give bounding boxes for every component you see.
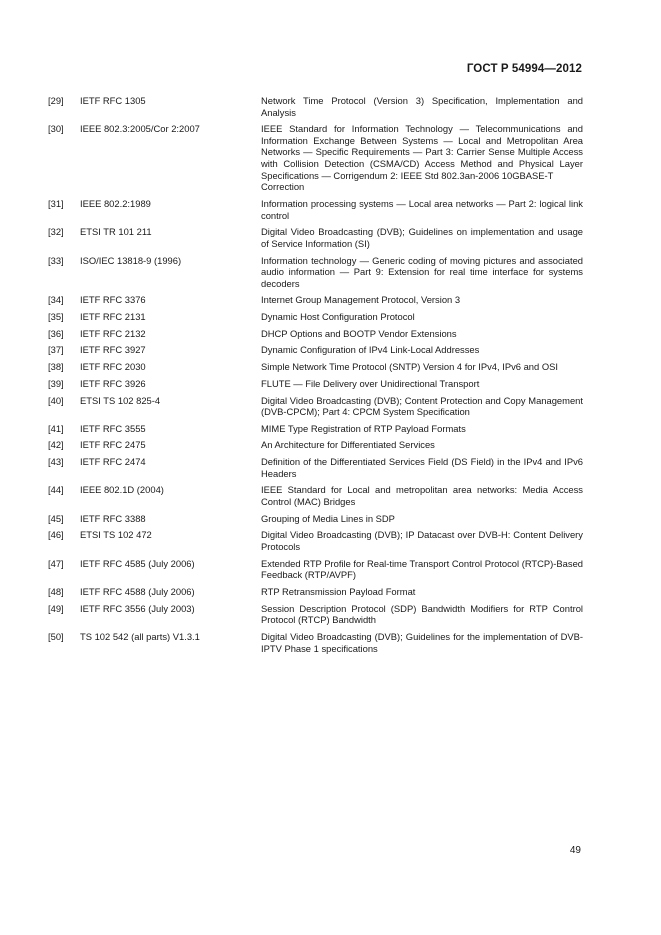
reference-item bbox=[48, 456, 583, 479]
reference-item bbox=[48, 328, 583, 340]
reference-number: [44] bbox=[48, 484, 64, 496]
reference-description bbox=[261, 558, 583, 581]
reference-number: [45] bbox=[48, 512, 64, 524]
reference-description-line: MIME Type Registration of RTP Payload Formats bbox=[261, 422, 466, 434]
reference-number: [38] bbox=[48, 361, 64, 373]
standard-header: ГОСТ Р 54994—2012 bbox=[466, 63, 582, 75]
reference-description bbox=[261, 294, 583, 306]
reference-description bbox=[261, 344, 583, 356]
reference-code: IETF RFC 3556 (July 2003) bbox=[80, 602, 195, 614]
reference-number: [29] bbox=[48, 95, 64, 106]
reference-item bbox=[48, 361, 583, 373]
reference-code: IETF RFC 3555 bbox=[80, 422, 146, 434]
reference-code: IETF RFC 2474 bbox=[80, 456, 146, 468]
reference-code: TS 102 542 (all parts) V1.3.1 bbox=[80, 630, 200, 642]
reference-description-line: Digital Video Broadcasting (DVB); Guidelines on implementation and usage of Service Information (SI) bbox=[261, 226, 583, 249]
reference-description bbox=[261, 255, 583, 290]
reference-description bbox=[261, 226, 583, 249]
reference-item bbox=[48, 631, 583, 654]
reference-code: IETF RFC 2131 bbox=[80, 311, 146, 323]
reference-description bbox=[261, 361, 583, 373]
reference-item bbox=[48, 558, 583, 581]
reference-code: IETF RFC 1305 bbox=[80, 95, 146, 106]
reference-description-line: Digital Video Broadcasting (DVB); Guidelines for the implementation of DVB-IPTV Phase 1 specifications bbox=[261, 630, 583, 654]
reference-item bbox=[48, 439, 583, 451]
reference-description bbox=[261, 123, 583, 193]
reference-description-line: Information technology — Generic coding of moving pictures and associated audio information — Part 9: Extension for real time interface for systems decoders bbox=[261, 254, 583, 289]
reference-code: ETSI TS 102 825-4 bbox=[80, 394, 161, 406]
reference-description-line: DHCP Options and BOOTP Vendor Extensions bbox=[261, 327, 457, 339]
reference-item bbox=[48, 311, 583, 323]
reference-number: [49] bbox=[48, 602, 64, 614]
reference-description-line: Correction bbox=[261, 181, 305, 193]
reference-list bbox=[48, 95, 583, 659]
reference-code: IETF RFC 3927 bbox=[80, 344, 146, 356]
reference-description bbox=[261, 603, 583, 626]
reference-item bbox=[48, 123, 583, 193]
reference-number: [41] bbox=[48, 422, 64, 434]
reference-description bbox=[261, 456, 583, 479]
reference-description bbox=[261, 328, 583, 340]
reference-code: IEEE 802.2:1989 bbox=[80, 197, 151, 209]
reference-description-line: Digital Video Broadcasting (DVB); IP Datacast over DVB-H: Content Delivery Protocols bbox=[261, 529, 583, 552]
reference-number: [32] bbox=[48, 226, 64, 238]
reference-description-line: Dynamic Configuration of IPv4 Link-Local Addresses bbox=[261, 344, 480, 356]
reference-number: [35] bbox=[48, 311, 64, 323]
reference-code: IETF RFC 2030 bbox=[80, 361, 146, 373]
reference-code: IETF RFC 2475 bbox=[80, 439, 146, 451]
reference-description bbox=[261, 586, 583, 598]
reference-number: [39] bbox=[48, 377, 64, 389]
reference-code: IETF RFC 3926 bbox=[80, 377, 146, 389]
reference-number: [43] bbox=[48, 456, 64, 468]
reference-description-line: IEEE Standard for Information Technology — Telecommunications and Information Exchange Between Systems — Local and Metropolitan Area Networks — Specific Requirements — Part 3: Carrier Sense Multiple Access with Collision Detection (CSMA/CD) Access Method and Physical Layer Specifications — Corrigendum 2: IEEE Std 802.3an-2006 10GBASE-T bbox=[261, 123, 583, 181]
reference-number: [31] bbox=[48, 197, 64, 209]
reference-number: [42] bbox=[48, 439, 64, 451]
reference-description-line: IEEE Standard for Local and metropolitan area networks: Media Access Control (MAC) Bridges bbox=[261, 484, 583, 508]
reference-description-line: Grouping of Media Lines in SDP bbox=[261, 512, 395, 524]
reference-item bbox=[48, 294, 583, 306]
reference-code: IETF RFC 4588 (July 2006) bbox=[80, 585, 195, 597]
reference-number: [30] bbox=[48, 123, 64, 135]
reference-code: IEEE 802.1D (2004) bbox=[80, 484, 164, 496]
reference-number: [36] bbox=[48, 327, 64, 339]
reference-code: IETF RFC 3388 bbox=[80, 512, 146, 524]
reference-item bbox=[48, 395, 583, 418]
reference-number: [46] bbox=[48, 529, 64, 541]
reference-description bbox=[261, 395, 583, 418]
reference-item bbox=[48, 513, 583, 525]
reference-number: [50] bbox=[48, 630, 64, 642]
reference-description bbox=[261, 513, 583, 525]
reference-item bbox=[48, 603, 583, 626]
reference-code: ETSI TS 102 472 bbox=[80, 529, 152, 541]
reference-item bbox=[48, 423, 583, 435]
reference-number: [48] bbox=[48, 585, 64, 597]
reference-description-line: An Architecture for Differentiated Services bbox=[261, 439, 435, 451]
reference-item bbox=[48, 344, 583, 356]
reference-number: [34] bbox=[48, 294, 64, 306]
reference-code: IEEE 802.3:2005/Cor 2:2007 bbox=[80, 123, 200, 135]
reference-description bbox=[261, 423, 583, 435]
reference-description-line: Definition of the Differentiated Services Field (DS Field) in the IPv4 and IPv6 Headers bbox=[261, 456, 583, 479]
reference-number: [40] bbox=[48, 394, 64, 406]
reference-description-line: Digital Video Broadcasting (DVB); Content Protection and Copy Management (DVB-CPCM); Part 4: CPCM System Specification bbox=[261, 394, 583, 418]
reference-code: IETF RFC 2132 bbox=[80, 327, 146, 339]
reference-item bbox=[48, 255, 583, 290]
reference-description bbox=[261, 529, 583, 552]
reference-number: [47] bbox=[48, 557, 64, 569]
reference-item bbox=[48, 198, 583, 221]
reference-description bbox=[261, 198, 583, 221]
reference-code: IETF RFC 4585 (July 2006) bbox=[80, 557, 195, 569]
reference-item bbox=[48, 484, 583, 507]
reference-code: ISO/IEC 13818-9 (1996) bbox=[80, 254, 182, 266]
reference-description bbox=[261, 311, 583, 323]
reference-description-line: Internet Group Management Protocol, Version 3 bbox=[261, 294, 461, 306]
reference-item bbox=[48, 529, 583, 552]
reference-number: [37] bbox=[48, 344, 64, 356]
reference-number: [33] bbox=[48, 254, 64, 266]
reference-description-line: Extended RTP Profile for Real-time Transport Control Protocol (RTCP)-Based Feedback (RTP/AVPF) bbox=[261, 557, 584, 581]
reference-description-line: Dynamic Host Configuration Protocol bbox=[261, 311, 415, 323]
reference-description-line: RTP Retransmission Payload Format bbox=[261, 585, 416, 597]
reference-item bbox=[48, 95, 583, 118]
reference-description-line: Information processing systems — Local area networks — Part 2: logical link control bbox=[261, 197, 583, 221]
reference-item bbox=[48, 378, 583, 390]
reference-description-line: Session Description Protocol (SDP) Bandwidth Modifiers for RTP Control Protocol (RTCP) Bandwidth bbox=[261, 602, 583, 626]
reference-description bbox=[261, 631, 583, 654]
page-number: 49 bbox=[569, 845, 581, 856]
reference-item bbox=[48, 226, 583, 249]
reference-code: IETF RFC 3376 bbox=[80, 294, 146, 306]
reference-item bbox=[48, 586, 583, 598]
reference-code: ETSI TR 101 211 bbox=[80, 226, 152, 238]
reference-description bbox=[261, 378, 583, 390]
reference-description bbox=[261, 484, 583, 507]
reference-description-line: Simple Network Time Protocol (SNTP) Version 4 for IPv4, IPv6 and OSI bbox=[261, 361, 558, 373]
reference-description-line: Network Time Protocol (Version 3) Specification, Implementation and Analysis bbox=[261, 95, 583, 118]
reference-description-line: FLUTE — File Delivery over Unidirectional Transport bbox=[261, 377, 480, 389]
reference-description bbox=[261, 439, 583, 451]
reference-description bbox=[261, 95, 583, 118]
